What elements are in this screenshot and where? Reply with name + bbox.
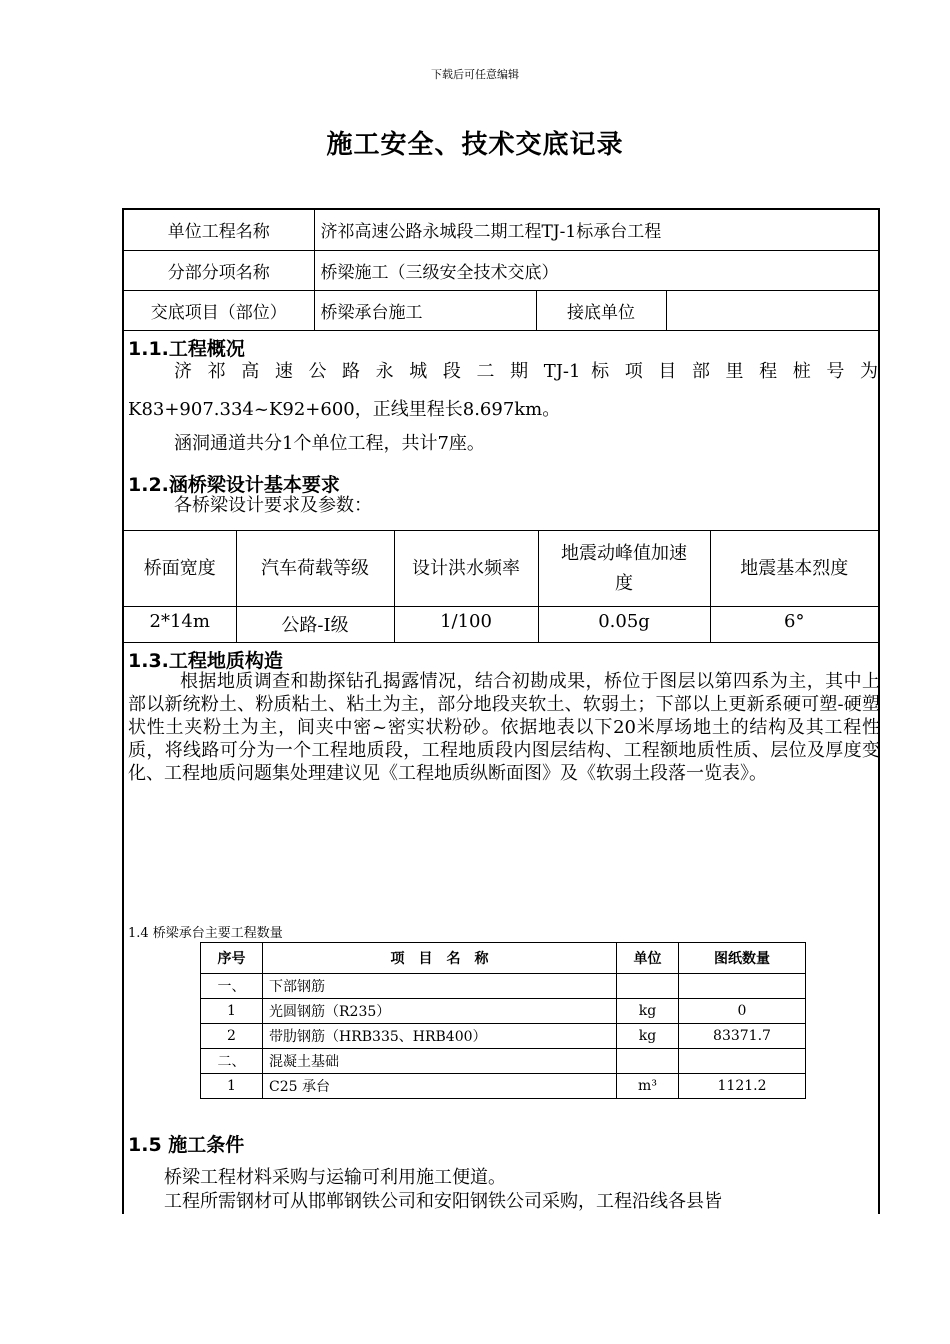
section-title: 1.5 施工条件 (128, 1134, 245, 1156)
table-row (201, 974, 806, 999)
sub-label: 分部分项名称 (124, 250, 314, 290)
table-row (124, 607, 878, 643)
section-title: 1.1.工程概况 (128, 338, 245, 360)
section-title: 1.4 桥梁承台主要工程数量 (128, 926, 283, 941)
page-title: 施工安全、技术交底记录 (326, 130, 624, 160)
quantity-table (200, 942, 806, 1099)
row-name: 带肋钢筋（HRB335、HRB400） (263, 1024, 617, 1049)
table-row (201, 999, 806, 1024)
row-no: 1 (201, 1074, 263, 1099)
conditions-line-2: 工程所需钢材可从邯郸钢铁公司和安阳钢铁公司采购，工程沿线各县皆 (164, 1191, 722, 1212)
overview-line-3: 涵洞通道共分1个单位工程，共计7座。 (174, 433, 485, 454)
param-header: 地震基本烈度 (710, 531, 878, 607)
row-no: 1 (201, 999, 263, 1024)
row-name: 光圆钢筋（R235） (263, 999, 617, 1024)
param-value: 公路-Ⅰ级 (236, 607, 394, 643)
table-row (201, 943, 806, 974)
table-row (124, 250, 878, 290)
param-value: 2*14m (124, 607, 236, 643)
receiver-label: 接底单位 (536, 290, 666, 330)
design-params-table (124, 530, 878, 643)
row-qty: 83371.7 (679, 1024, 806, 1049)
row-qty: 1121.2 (679, 1074, 806, 1099)
info-table (124, 210, 878, 331)
geology-text: 根据地质调查和勘探钻孔揭露情况，结合初勘成果，桥位于图层以第四系为主，其中上部以新统粉土、粉质粘土、粘土为主，部分地段夹软土、软弱土；下部以上更新系硬可塑-硬塑状性土夹粉土为主，间夹中密~密实状粉砂。依据地表以下20米厚场地土的结构及其工程性质，将线路可分为一个工程地质段，工程地质段内图层结构、工程额地质性质、层位及厚度变化、工程地质问题集处理建议见《工程地质纵断面图》及《软弱土段落一览表》。 (128, 671, 880, 784)
row-unit (617, 974, 679, 999)
table-row (201, 1049, 806, 1074)
row-name: 混凝土基础 (263, 1049, 617, 1074)
table-row (201, 1074, 806, 1099)
receiver-value (666, 290, 878, 330)
column-header: 序号 (201, 943, 263, 974)
param-header: 地震动峰值加速度 (538, 531, 710, 607)
table-row (124, 531, 878, 607)
item-value: 桥梁承台施工 (314, 290, 536, 330)
column-header: 图纸数量 (679, 943, 806, 974)
conditions-line-1: 桥梁工程材料采购与运输可利用施工便道。 (164, 1167, 506, 1188)
column-header: 单位 (617, 943, 679, 974)
row-name: 下部钢筋 (263, 974, 617, 999)
section-title: 1.3.工程地质构造 (128, 650, 283, 672)
record-frame (122, 208, 880, 1214)
row-unit (617, 1049, 679, 1074)
table-row (201, 1024, 806, 1049)
param-header: 桥面宽度 (124, 531, 236, 607)
row-qty: 0 (679, 999, 806, 1024)
section-title: 1.2.涵桥梁设计基本要求 (128, 474, 340, 496)
header-note: 下载后可任意编辑 (431, 68, 519, 81)
unit-label: 单位工程名称 (124, 210, 314, 250)
row-name: C25 承台 (263, 1074, 617, 1099)
item-label: 交底项目（部位） (124, 290, 314, 330)
param-value: 6° (710, 607, 878, 643)
table-row (124, 210, 878, 250)
row-no: 二、 (201, 1049, 263, 1074)
row-qty (679, 974, 806, 999)
overview-line-2: K83+907.334~K92+600，正线里程长8.697km。 (128, 399, 561, 420)
unit-value: 济祁高速公路永城段二期工程TJ-1标承台工程 (314, 210, 878, 250)
row-unit: kg (617, 999, 679, 1024)
param-header: 设计洪水频率 (394, 531, 538, 607)
design-intro: 各桥梁设计要求及参数： (174, 495, 372, 516)
row-unit: m³ (617, 1074, 679, 1099)
row-no: 2 (201, 1024, 263, 1049)
row-no: 一、 (201, 974, 263, 999)
column-header: 项 目 名 称 (263, 943, 617, 974)
row-unit: kg (617, 1024, 679, 1049)
row-qty (679, 1049, 806, 1074)
sub-value: 桥梁施工（三级安全技术交底） (314, 250, 878, 290)
param-value: 0.05g (538, 607, 710, 643)
overview-line-1: 济 祁 高 速 公 路 永 城 段 二 期 TJ-1 标 项 目 部 里 程 桩 号 为 (174, 361, 878, 382)
param-header: 汽车荷载等级 (236, 531, 394, 607)
param-value: 1/100 (394, 607, 538, 643)
table-row (124, 290, 878, 330)
